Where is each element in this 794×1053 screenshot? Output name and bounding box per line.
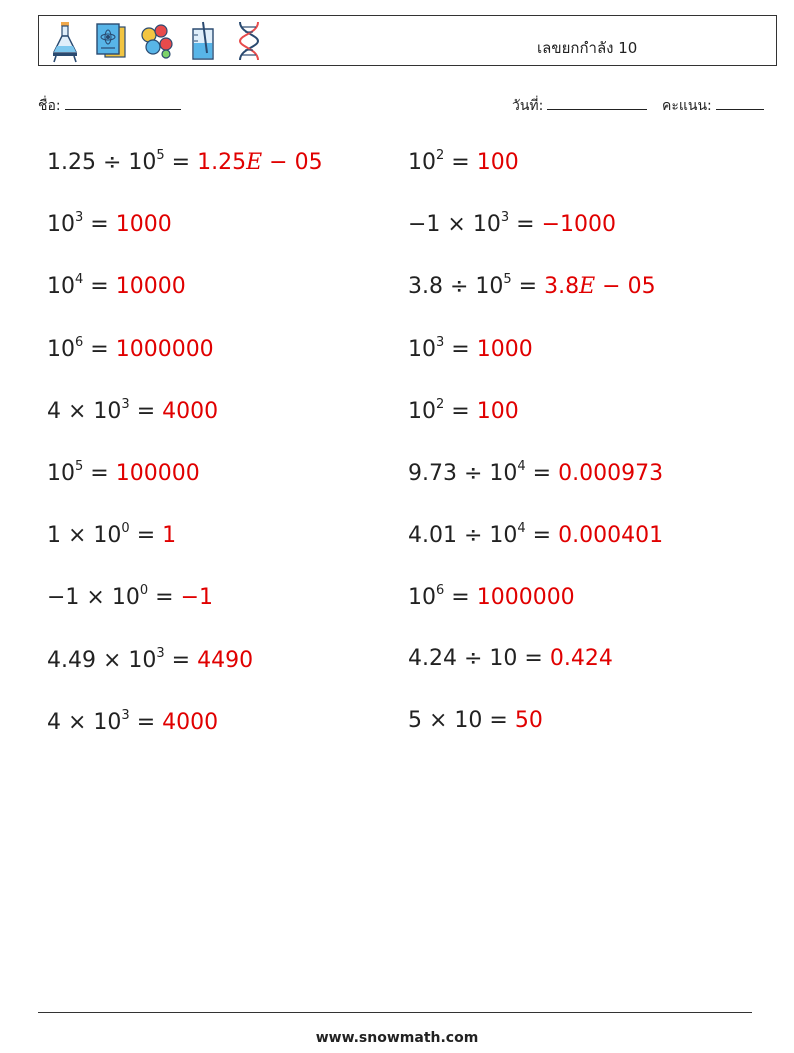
problem-row [47,521,176,548]
equals-sign: = [509,212,542,238]
problem-expression: 3.8 ÷ 10 [408,274,504,300]
answer-value: 100 [476,398,519,424]
answer [162,523,176,548]
problem-row [408,459,663,486]
equals-sign: = [444,150,477,175]
date-line[interactable] [547,96,647,110]
problem-expression: 1.25 ÷ 10 [47,150,157,175]
equals-sign: = [129,398,163,424]
equals-sign: = [444,398,477,424]
problem-expression: 10 [408,150,436,175]
problem-expression: −1 × 10 [408,212,501,238]
answer [544,274,655,299]
answer [181,585,213,610]
footer-divider [38,1012,752,1013]
exponent: 2 [436,396,445,412]
equals-sign: = [444,585,477,611]
equals-sign: = [164,647,198,673]
answer [558,461,663,486]
book-icon [93,19,129,63]
problem-expression: 10 [47,274,75,300]
date-field[interactable] [512,95,647,117]
answer-exponent: − 05 [595,274,656,300]
problem-expression: 1 × 10 [47,523,122,549]
problem-expression: 4.49 × 10 [47,647,157,673]
answer [116,274,186,299]
problem-row [408,272,656,299]
answer-value: 0.000401 [558,523,664,549]
exponent: 3 [156,645,165,661]
score-field[interactable] [662,95,764,117]
exponent: 4 [75,272,84,288]
answer [197,150,322,175]
answer [162,399,218,424]
answer-exponent: − 05 [262,150,323,175]
answer-value: 10000 [115,274,186,300]
problem-expression: 10 [408,585,436,611]
problem-expression: 10 [408,336,436,362]
answer [477,585,575,610]
problem-expression: −1 × 10 [47,585,140,611]
answer [558,523,663,548]
equals-sign: = [83,274,116,300]
equals-sign: = [83,461,116,486]
problem-row [408,646,613,671]
answer-value: 1.25 [197,150,247,175]
exponent: 5 [156,148,165,163]
answer-value: 4000 [162,398,219,424]
equals-sign: = [83,336,116,362]
equals-sign: = [482,707,515,733]
answer-value: 1000 [115,212,172,238]
footer-url: www.snowmath.com [315,1030,479,1046]
problem-expression: 10 [408,398,436,424]
answer-value: 3.8 [544,274,580,300]
problem-row [47,708,218,735]
exponent: 3 [75,210,84,226]
answer [116,337,214,362]
answer-value: 100000 [115,461,200,486]
answer-value: 0.424 [549,645,613,671]
answer-value: 4490 [197,647,254,673]
problem-row [47,148,323,175]
equals-sign: = [129,709,163,735]
problem-row [47,459,200,486]
exponent: 6 [436,583,445,599]
equals-sign: = [444,336,477,362]
answer [477,399,519,424]
answer-value: 1000000 [476,585,575,611]
answer-value: 1 [162,523,177,549]
name-line[interactable] [65,96,181,110]
problem-expression: 4 × 10 [47,398,122,424]
problem-expression: 10 [47,336,75,362]
answer [477,337,533,362]
equals-sign: = [511,274,545,300]
answer-value: −1000 [541,212,616,238]
problem-row [47,583,213,610]
exponent: 3 [121,396,130,412]
problem-row [47,335,214,362]
name-label: ชื่อ: [38,98,61,114]
equals-sign: = [525,461,559,486]
molecule-icon [139,19,175,63]
exponent: 3 [436,334,445,350]
equals-sign: = [164,150,198,175]
answer [162,710,218,735]
problem-expression: 9.73 ÷ 10 [408,461,518,486]
equals-sign: = [525,523,559,549]
problem-row [408,335,533,362]
problem-expression: 4.01 ÷ 10 [408,523,518,549]
problem-expression: 10 [47,212,75,238]
beaker-icon [185,19,221,63]
score-line[interactable] [716,96,764,110]
answer [550,646,613,671]
exponent: 4 [517,459,526,474]
problem-row [47,210,172,237]
problem-row [408,583,575,610]
answer [515,708,543,733]
answer-value: 0.000973 [558,461,664,486]
flask-icon [47,19,83,63]
date-label: วันที่: [512,98,544,114]
worksheet-title: เลขยกกำลัง 10 [537,39,638,57]
problem-row [408,521,663,548]
exponent: 5 [75,459,84,474]
equals-sign: = [148,585,181,611]
exponent: 2 [436,148,445,163]
dna-icon [231,19,267,63]
score-label: คะแนน: [662,98,712,114]
answer-value: −1 [180,585,213,611]
problem-row [47,646,253,673]
problem-expression: 5 × 10 [408,707,483,733]
problem-row [408,397,519,424]
problem-row [47,272,186,299]
problem-expression: 4.24 ÷ 10 [408,645,518,671]
answer [542,212,616,237]
exponent: 3 [500,210,510,226]
exponent: 5 [503,272,512,288]
equals-sign: = [83,212,116,238]
equals-sign: = [517,645,550,671]
header-icons [47,19,267,63]
problem-expression: 4 × 10 [47,709,122,735]
exponent: 0 [121,521,130,537]
answer [477,150,519,175]
answer [197,648,253,673]
answer [116,461,200,486]
answer-value: 100 [476,150,519,175]
problem-row [47,397,218,424]
answer-value: 50 [514,707,543,733]
name-field[interactable] [38,95,181,117]
exponent: 3 [121,707,130,723]
problem-row [408,210,616,237]
exponent: 0 [139,583,149,599]
problem-row [408,708,543,733]
answer-exponent-symbol: E [579,274,596,300]
exponent: 6 [75,334,84,350]
problem-expression: 10 [47,461,75,486]
answer-value: 1000 [476,336,533,362]
answer-value: 4000 [162,709,219,735]
worksheet-header [38,15,777,66]
equals-sign: = [129,523,163,549]
answer-exponent-symbol: E [246,150,263,175]
answer [116,212,172,237]
problem-row [408,148,519,175]
exponent: 4 [517,521,526,537]
answer-value: 1000000 [115,336,214,362]
